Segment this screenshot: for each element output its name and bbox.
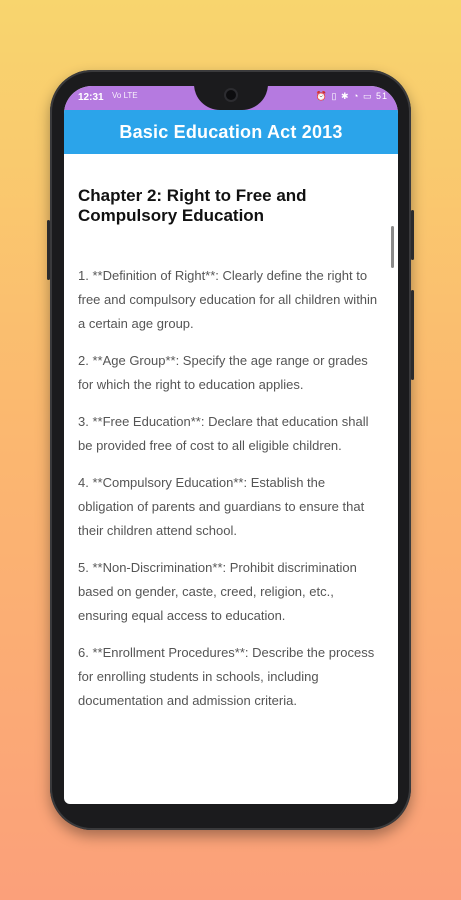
list-item: 3. **Free Education**: Declare that education shall be provided free of cost to all eligible children.	[78, 414, 369, 453]
list-item: 6. **Enrollment Procedures**: Describe the process for enrolling students in schools, including documentation and admission criteria.	[78, 645, 375, 708]
phone-screen	[64, 86, 398, 804]
status-icons	[316, 91, 388, 102]
item-list	[78, 264, 384, 726]
content-area[interactable]	[64, 154, 398, 804]
camera-icon	[226, 90, 236, 100]
app-bar	[64, 110, 398, 154]
vibrate-icon: ▯	[331, 91, 338, 101]
status-time: 12:31	[78, 92, 104, 103]
battery-icon: ▭	[362, 91, 373, 101]
list-item: 1. **Definition of Right**: Clearly define the right to free and compulsory education for all children within a certain age group.	[78, 268, 378, 331]
app-title: Basic Education Act 2013	[119, 121, 343, 142]
power-button	[411, 210, 414, 260]
list-item: 4. **Compulsory Education**: Establish the obligation of parents and guardians to ensure that their children attend school.	[78, 475, 365, 538]
volume-button	[47, 220, 50, 280]
network-indicator: Vo LTE	[112, 91, 138, 100]
list-item: 2. **Age Group**: Specify the age range or grades for which the right to education applies.	[78, 353, 368, 392]
chapter-title: Chapter 2: Right to Free and Compulsory Education	[78, 186, 307, 225]
battery-level: 51	[375, 91, 388, 101]
side-button	[411, 290, 414, 380]
bluetooth-icon: ✱	[340, 91, 350, 101]
list-item: 5. **Non-Discrimination**: Prohibit discrimination based on gender, caste, creed, religion, etc., ensuring equal access to education.	[78, 560, 357, 623]
scrollbar[interactable]	[391, 226, 394, 268]
wifi-icon: ◔	[353, 91, 360, 101]
alarm-icon: ⏰	[315, 91, 328, 101]
